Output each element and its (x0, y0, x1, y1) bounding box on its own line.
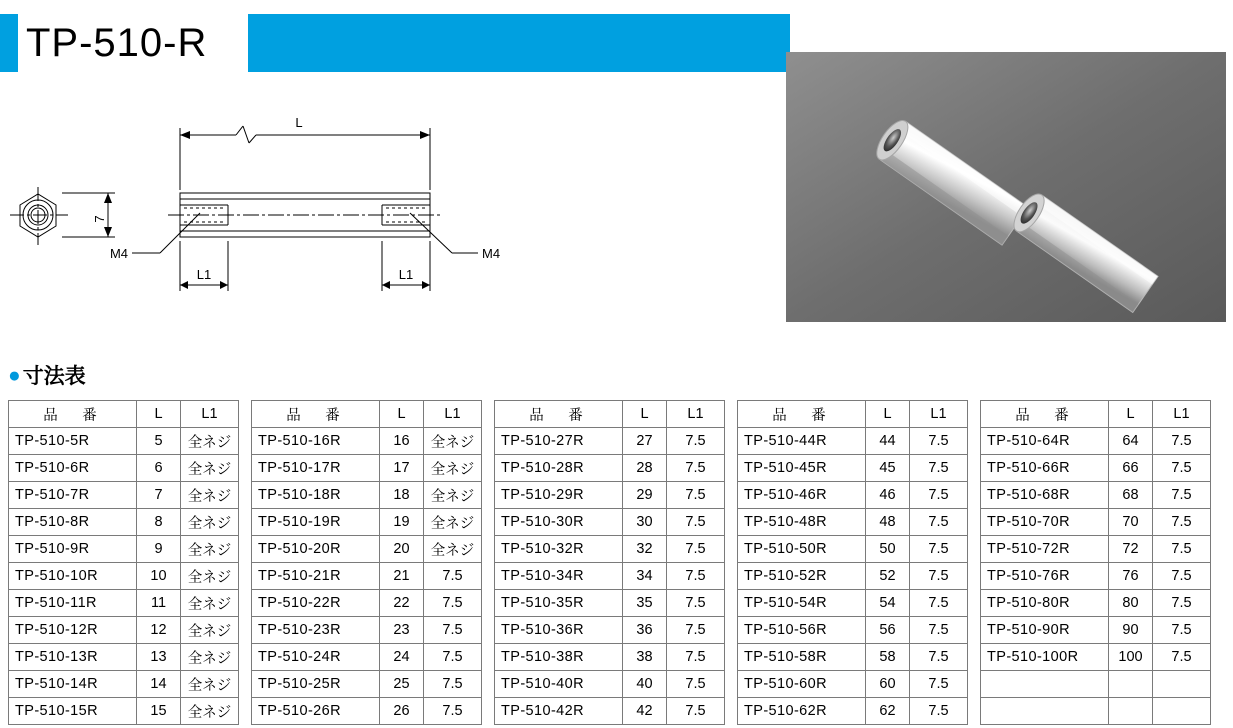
table-row (9, 509, 239, 536)
column-header-name: 品 番 (252, 401, 380, 428)
table-row (738, 536, 968, 563)
table-row (9, 698, 239, 725)
cell-l1: 全ネジ (181, 644, 239, 671)
table-row (738, 590, 968, 617)
cell-part-number: TP-510-23R (252, 617, 380, 644)
cell-length: 44 (866, 428, 910, 455)
cell-length: 35 (623, 590, 667, 617)
cell-part-number: TP-510-22R (252, 590, 380, 617)
cell-part-number: TP-510-66R (981, 455, 1109, 482)
cell-l1: 7.5 (424, 698, 482, 725)
dimension-label-L1-left: L1 (196, 267, 212, 282)
cell-l1: 7.5 (910, 671, 968, 698)
cell-part-number: TP-510-62R (738, 698, 866, 725)
cell-l1: 7.5 (1153, 509, 1211, 536)
cell-l1: 7.5 (1153, 644, 1211, 671)
cell-l1: 7.5 (667, 428, 725, 455)
cell-length: 90 (1109, 617, 1153, 644)
cell-length: 5 (137, 428, 181, 455)
cell-length: 28 (623, 455, 667, 482)
cell-part-number: TP-510-76R (981, 563, 1109, 590)
table-row (252, 509, 482, 536)
product-photo-graphic (786, 52, 1226, 322)
cell-length: 60 (866, 671, 910, 698)
table-row (495, 482, 725, 509)
cell-l1: 全ネジ (181, 536, 239, 563)
cell-part-number: TP-510-20R (252, 536, 380, 563)
table-row (252, 482, 482, 509)
cell-l1: 7.5 (667, 644, 725, 671)
table-row (9, 482, 239, 509)
column-header-l1: L1 (667, 401, 725, 428)
cell-l1: 7.5 (424, 671, 482, 698)
table-row (495, 455, 725, 482)
table-row (981, 482, 1211, 509)
cell-part-number: TP-510-58R (738, 644, 866, 671)
table-header-row (981, 401, 1211, 428)
column-header-l1: L1 (910, 401, 968, 428)
cell-part-number: TP-510-34R (495, 563, 623, 590)
table-row (738, 428, 968, 455)
cell-part-number: TP-510-45R (738, 455, 866, 482)
cell-length: 100 (1109, 644, 1153, 671)
cell-part-number: TP-510-29R (495, 482, 623, 509)
cell-length: 42 (623, 698, 667, 725)
cell-part-number: TP-510-7R (9, 482, 137, 509)
cell-l1: 7.5 (667, 536, 725, 563)
cell-length: 45 (866, 455, 910, 482)
cell-length (1109, 671, 1153, 698)
cell-part-number: TP-510-5R (9, 428, 137, 455)
cell-part-number: TP-510-42R (495, 698, 623, 725)
cell-length: 48 (866, 509, 910, 536)
table-row (252, 671, 482, 698)
cell-length: 54 (866, 590, 910, 617)
cell-length: 6 (137, 455, 181, 482)
cell-length: 17 (380, 455, 424, 482)
cell-l1: 7.5 (667, 455, 725, 482)
cell-length: 23 (380, 617, 424, 644)
cell-part-number: TP-510-35R (495, 590, 623, 617)
cell-part-number: TP-510-72R (981, 536, 1109, 563)
cell-part-number: TP-510-32R (495, 536, 623, 563)
cell-l1: 全ネジ (424, 509, 482, 536)
cell-length: 25 (380, 671, 424, 698)
technical-drawing-svg (0, 95, 520, 325)
table-row (981, 563, 1211, 590)
cell-length: 76 (1109, 563, 1153, 590)
cell-part-number: TP-510-50R (738, 536, 866, 563)
cell-l1: 7.5 (424, 590, 482, 617)
column-header-l: L (380, 401, 424, 428)
cell-l1: 全ネジ (181, 617, 239, 644)
cell-length: 19 (380, 509, 424, 536)
cell-part-number: TP-510-24R (252, 644, 380, 671)
table-row (738, 563, 968, 590)
cell-l1: 7.5 (910, 509, 968, 536)
cell-l1: 7.5 (667, 617, 725, 644)
cell-length: 22 (380, 590, 424, 617)
cell-part-number: TP-510-30R (495, 509, 623, 536)
table-row (495, 698, 725, 725)
cell-length: 27 (623, 428, 667, 455)
table-header-row (252, 401, 482, 428)
cell-length: 32 (623, 536, 667, 563)
cell-l1: 全ネジ (181, 563, 239, 590)
product-photo (786, 52, 1226, 322)
cell-length: 64 (1109, 428, 1153, 455)
cell-l1: 7.5 (667, 509, 725, 536)
table-row (9, 617, 239, 644)
cell-length: 13 (137, 644, 181, 671)
dimension-tables (8, 400, 1211, 725)
table-row (738, 698, 968, 725)
cell-length (1109, 698, 1153, 725)
table-row (252, 455, 482, 482)
cell-length: 29 (623, 482, 667, 509)
table-row (981, 509, 1211, 536)
table-row (252, 563, 482, 590)
cell-part-number: TP-510-16R (252, 428, 380, 455)
cell-length: 10 (137, 563, 181, 590)
column-header-l1: L1 (1153, 401, 1211, 428)
cell-part-number: TP-510-70R (981, 509, 1109, 536)
cell-part-number: TP-510-54R (738, 590, 866, 617)
column-header-l: L (1109, 401, 1153, 428)
table-row (495, 671, 725, 698)
dimension-label-width: 7 (92, 215, 107, 223)
cell-l1: 7.5 (424, 617, 482, 644)
cell-length: 18 (380, 482, 424, 509)
cell-part-number: TP-510-9R (9, 536, 137, 563)
cell-part-number: TP-510-8R (9, 509, 137, 536)
column-header-name: 品 番 (9, 401, 137, 428)
cell-length: 26 (380, 698, 424, 725)
table-row (981, 455, 1211, 482)
cell-l1: 7.5 (667, 698, 725, 725)
cell-length: 38 (623, 644, 667, 671)
cell-length: 9 (137, 536, 181, 563)
table-row (9, 671, 239, 698)
cell-l1: 7.5 (1153, 590, 1211, 617)
cell-length: 80 (1109, 590, 1153, 617)
cell-length: 30 (623, 509, 667, 536)
cell-part-number: TP-510-11R (9, 590, 137, 617)
cell-l1: 7.5 (1153, 563, 1211, 590)
table-row (738, 482, 968, 509)
cell-length: 36 (623, 617, 667, 644)
dimension-table (737, 400, 968, 725)
table-row (981, 698, 1211, 725)
cell-l1: 全ネジ (424, 428, 482, 455)
cell-part-number: TP-510-19R (252, 509, 380, 536)
cell-l1: 7.5 (667, 671, 725, 698)
cell-part-number: TP-510-68R (981, 482, 1109, 509)
cell-length: 14 (137, 671, 181, 698)
column-header-name: 品 番 (981, 401, 1109, 428)
cell-length: 8 (137, 509, 181, 536)
table-row (9, 644, 239, 671)
cell-length: 72 (1109, 536, 1153, 563)
cell-part-number: TP-510-17R (252, 455, 380, 482)
cell-l1: 7.5 (667, 590, 725, 617)
cell-l1: 7.5 (667, 482, 725, 509)
thread-label-right-M4: M4 (482, 246, 501, 261)
cell-l1: 7.5 (1153, 617, 1211, 644)
cell-l1: 全ネジ (181, 509, 239, 536)
table-row (9, 590, 239, 617)
cell-l1 (1153, 671, 1211, 698)
dimension-label-L: L (295, 115, 303, 130)
cell-l1: 全ネジ (181, 482, 239, 509)
cell-l1: 7.5 (910, 455, 968, 482)
table-row (738, 455, 968, 482)
cell-l1: 全ネジ (181, 698, 239, 725)
dimension-table (8, 400, 239, 725)
column-header-name: 品 番 (738, 401, 866, 428)
cell-part-number: TP-510-15R (9, 698, 137, 725)
cell-length: 16 (380, 428, 424, 455)
column-header-name: 品 番 (495, 401, 623, 428)
cell-part-number: TP-510-13R (9, 644, 137, 671)
cell-l1 (1153, 698, 1211, 725)
cell-l1: 7.5 (910, 536, 968, 563)
table-row (738, 617, 968, 644)
table-row (252, 428, 482, 455)
section-title-label: 寸法表 (22, 365, 86, 388)
cell-l1: 全ネジ (424, 536, 482, 563)
table-row (495, 428, 725, 455)
table-row (252, 590, 482, 617)
table-row (495, 563, 725, 590)
cell-part-number: TP-510-80R (981, 590, 1109, 617)
table-row (738, 509, 968, 536)
cell-part-number: TP-510-38R (495, 644, 623, 671)
cell-part-number: TP-510-44R (738, 428, 866, 455)
cell-length: 11 (137, 590, 181, 617)
cell-l1: 全ネジ (181, 671, 239, 698)
cell-part-number: TP-510-27R (495, 428, 623, 455)
cell-length: 24 (380, 644, 424, 671)
cell-l1: 7.5 (424, 644, 482, 671)
cell-part-number: TP-510-56R (738, 617, 866, 644)
cell-l1: 全ネジ (424, 455, 482, 482)
cell-part-number (981, 671, 1109, 698)
cell-part-number: TP-510-64R (981, 428, 1109, 455)
table-row (9, 536, 239, 563)
dimension-table (980, 400, 1211, 725)
table-row (981, 590, 1211, 617)
cell-length: 46 (866, 482, 910, 509)
cell-part-number: TP-510-52R (738, 563, 866, 590)
cell-length: 56 (866, 617, 910, 644)
table-row (495, 617, 725, 644)
cell-l1: 7.5 (1153, 482, 1211, 509)
cell-l1: 7.5 (910, 698, 968, 725)
cell-length: 15 (137, 698, 181, 725)
dimension-table (494, 400, 725, 725)
table-row (252, 644, 482, 671)
cell-l1: 7.5 (910, 563, 968, 590)
table-row (981, 428, 1211, 455)
cell-part-number: TP-510-60R (738, 671, 866, 698)
cell-l1: 7.5 (910, 644, 968, 671)
cell-l1: 7.5 (1153, 428, 1211, 455)
table-row (981, 644, 1211, 671)
cell-length: 68 (1109, 482, 1153, 509)
cell-l1: 全ネジ (424, 482, 482, 509)
cell-length: 40 (623, 671, 667, 698)
cell-part-number: TP-510-36R (495, 617, 623, 644)
cell-l1: 7.5 (1153, 536, 1211, 563)
column-header-l1: L1 (181, 401, 239, 428)
cell-l1: 7.5 (910, 590, 968, 617)
table-row (252, 536, 482, 563)
cell-length: 58 (866, 644, 910, 671)
section-title (8, 360, 86, 390)
thread-label-left-M4: M4 (109, 246, 128, 261)
cell-part-number: TP-510-14R (9, 671, 137, 698)
cell-length: 21 (380, 563, 424, 590)
table-row (252, 698, 482, 725)
cell-l1: 7.5 (910, 617, 968, 644)
table-row (495, 644, 725, 671)
column-header-l: L (866, 401, 910, 428)
table-row (9, 428, 239, 455)
cell-l1: 全ネジ (181, 428, 239, 455)
cell-part-number: TP-510-40R (495, 671, 623, 698)
cell-part-number: TP-510-12R (9, 617, 137, 644)
table-header-row (738, 401, 968, 428)
cell-part-number: TP-510-28R (495, 455, 623, 482)
cell-length: 34 (623, 563, 667, 590)
table-row (981, 671, 1211, 698)
cell-part-number: TP-510-100R (981, 644, 1109, 671)
cell-l1: 7.5 (910, 428, 968, 455)
cell-part-number: TP-510-25R (252, 671, 380, 698)
cell-part-number: TP-510-46R (738, 482, 866, 509)
table-row (9, 455, 239, 482)
cell-length: 12 (137, 617, 181, 644)
cell-part-number: TP-510-10R (9, 563, 137, 590)
table-row (981, 536, 1211, 563)
cell-part-number: TP-510-6R (9, 455, 137, 482)
cell-length: 66 (1109, 455, 1153, 482)
cell-length: 20 (380, 536, 424, 563)
table-row (738, 671, 968, 698)
cell-l1: 全ネジ (181, 590, 239, 617)
table-row (252, 617, 482, 644)
cell-length: 70 (1109, 509, 1153, 536)
cell-l1: 7.5 (424, 563, 482, 590)
cell-length: 62 (866, 698, 910, 725)
table-row (495, 590, 725, 617)
dimension-table (251, 400, 482, 725)
table-row (495, 536, 725, 563)
cell-length: 52 (866, 563, 910, 590)
cell-part-number: TP-510-48R (738, 509, 866, 536)
cell-l1: 7.5 (667, 563, 725, 590)
cell-part-number: TP-510-26R (252, 698, 380, 725)
cell-part-number: TP-510-18R (252, 482, 380, 509)
dimension-label-L1-right: L1 (398, 267, 414, 282)
table-header-row (9, 401, 239, 428)
column-header-l: L (137, 401, 181, 428)
cell-part-number: TP-510-90R (981, 617, 1109, 644)
cell-l1: 7.5 (910, 482, 968, 509)
table-row (981, 617, 1211, 644)
table-row (738, 644, 968, 671)
cell-l1: 7.5 (1153, 455, 1211, 482)
table-row (495, 509, 725, 536)
table-header-row (495, 401, 725, 428)
cell-part-number: TP-510-21R (252, 563, 380, 590)
column-header-l: L (623, 401, 667, 428)
cell-part-number (981, 698, 1109, 725)
cell-length: 7 (137, 482, 181, 509)
cell-l1: 全ネジ (181, 455, 239, 482)
bullet-icon: ● (8, 363, 21, 387)
table-row (9, 563, 239, 590)
technical-drawing (0, 95, 520, 325)
page-title: TP-510-R (18, 14, 248, 72)
cell-length: 50 (866, 536, 910, 563)
column-header-l1: L1 (424, 401, 482, 428)
